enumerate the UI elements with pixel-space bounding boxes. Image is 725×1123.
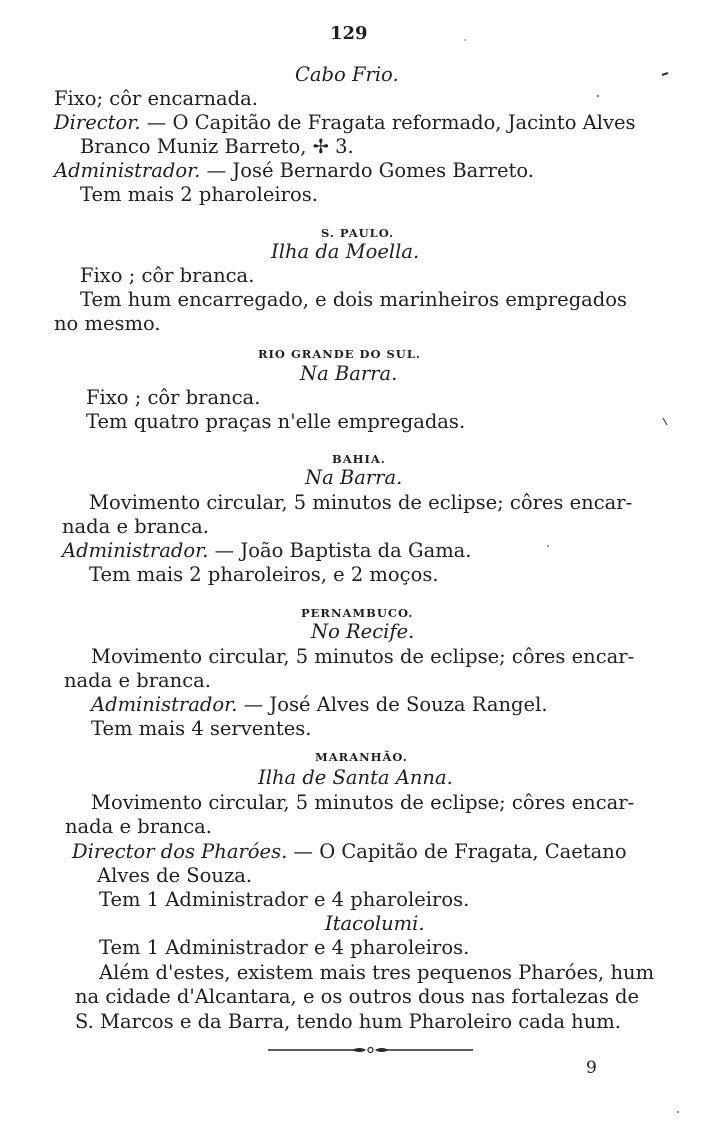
text-line: Além d'estes, existem mais tres pequenos Pharóes, hum [99,961,655,984]
place-heading: Ilha da Moella. [271,240,420,263]
text-line: Tem 1 Administrador e 4 pharoleiros. [99,888,470,911]
text-line: Fixo; côr encarnada. [54,87,258,110]
text-line: no mesmo. [54,312,161,335]
place-heading: Na Barra. [305,466,403,489]
role-text: — O Capitão de Fragata, Caetano [287,840,627,863]
text-line: Movimento circular, 5 minutos de eclipse; côres encar- [91,645,635,668]
role-text: — João Baptista da Gama. [208,539,472,562]
role-label: Director dos Pharóes. [72,840,288,863]
text-line: nada e branca. [64,669,211,692]
signature-mark: 9 [586,1058,597,1078]
page-number: 129 [330,23,368,44]
province-heading-bahia: BAHIA. [332,452,386,466]
text-line: Movimento circular, 5 minutos de eclipse; côres encar- [89,491,633,514]
text-line: Movimento circular, 5 minutos de eclipse; côres encar- [91,791,635,814]
text-line: Alves de Souza. [97,864,253,887]
role-text: — O Capitão de Fragata reformado, Jacinto Alves [140,111,636,134]
place-heading: Ilha de Santa Anna. [258,766,453,789]
role-label: Director. [54,111,141,134]
role-label: Administrador. [91,693,238,716]
text-line: Branco Muniz Barreto, ✢ 3. [80,135,354,158]
text-line: Fixo ; côr branca. [80,264,255,287]
text-line: Fixo ; côr branca. [86,386,261,409]
role-text: — José Alves de Souza Rangel. [237,693,548,716]
province-heading-rio-grande-do-sul: RIO GRANDE DO SUL. [258,347,421,361]
text-line: nada e branca. [62,515,209,538]
text-line: nada e branca. [65,815,212,838]
role-text: — José Bernardo Gomes Barreto. [200,159,534,182]
province-heading-maranhao: MARANHÃO. [315,750,408,764]
role-label: Administrador. [54,159,201,182]
text-line: Tem hum encarregado, e dois marinheiros empregados [80,288,628,311]
place-heading: Itacolumi. [325,912,425,935]
text-line: Tem quatro praças n'elle empregadas. [86,410,466,433]
text-line: Tem mais 2 pharoleiros, e 2 moços. [89,563,439,586]
text-line: na cidade d'Alcantara, e os outros dous nas fortalezas de [75,985,640,1008]
place-heading: Na Barra. [300,362,398,385]
role-label: Administrador. [62,539,209,562]
province-heading-s-paulo: S. PAULO. [321,226,395,240]
text-line: Tem 1 Administrador e 4 pharoleiros. [99,936,470,959]
text-line: Tem mais 4 serventes. [91,717,312,740]
province-heading-pernambuco: PERNAMBUCO. [301,606,414,620]
text-line: S. Marcos e da Barra, tendo hum Pharoleiro cada hum. [75,1010,621,1033]
place-heading-cabo-frio: Cabo Frio. [295,63,399,86]
text-line: Tem mais 2 pharoleiros. [80,183,318,206]
place-heading: No Recife. [311,620,415,643]
